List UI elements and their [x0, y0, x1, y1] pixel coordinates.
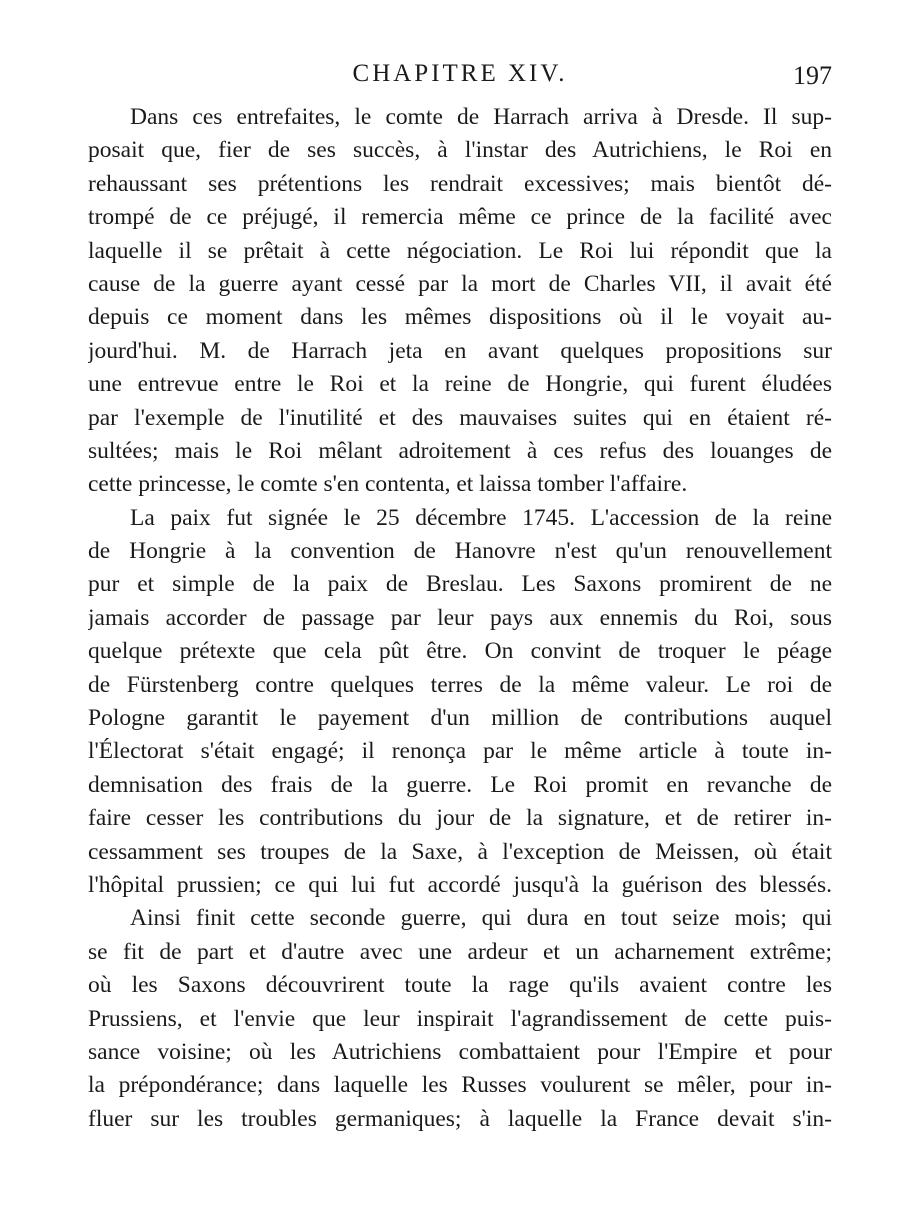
- chapter-title: CHAPITRE XIV.: [352, 60, 568, 87]
- text-line: cessamment ses troupes de la Saxe, à l'exception de Meissen, où était: [88, 838, 832, 865]
- text-line: de Hongrie à la convention de Hanovre n'est qu'un renouvellement: [88, 538, 832, 565]
- text-line: une entrevue entre le Roi et la reine de Hongrie, qui furent éludées: [88, 371, 832, 398]
- text-line: pur et simple de la paix de Breslau. Les Saxons promirent de ne: [88, 571, 832, 598]
- text-line: depuis ce moment dans les mêmes dispositions où il le voyait au-: [88, 304, 832, 331]
- text-line: se fit de part et d'autre avec une ardeur et un acharnement extrême;: [88, 938, 832, 965]
- text-line: cette princesse, le comte s'en contenta, et laissa tomber l'affaire.: [88, 471, 688, 498]
- text-line: fluer sur les troubles germaniques; à laquelle la France devait s'in-: [88, 1105, 832, 1132]
- paragraph-2: [88, 502, 832, 903]
- text-line: faire cesser les contributions du jour de la signature, et de retirer in-: [88, 805, 832, 832]
- text-line: cause de la guerre ayant cessé par la mort de Charles VII, il avait été: [88, 270, 832, 297]
- text-line: quelque prétexte que cela pût être. On convint de troquer le péage: [88, 638, 832, 665]
- text-line: sance voisine; où les Autrichiens combattaient pour l'Empire et pour: [88, 1038, 832, 1065]
- text-line: l'hôpital prussien; ce qui lui fut accordé jusqu'à la guérison des blessés.: [88, 871, 832, 898]
- text-line: trompé de ce préjugé, il remercia même ce prince de la facilité avec: [88, 204, 832, 231]
- text-line: sultées; mais le Roi mêlant adroitement à ces refus des louanges de: [88, 437, 832, 464]
- running-head: [88, 58, 832, 90]
- text-line: demnisation des frais de la guerre. Le Roi promit en revanche de: [88, 771, 832, 798]
- text-line: jourd'hui. M. de Harrach jeta en avant quelques propositions sur: [88, 337, 832, 364]
- text-line: la prépondérance; dans laquelle les Russes voulurent se mêler, pour in-: [88, 1072, 832, 1099]
- text-line: La paix fut signée le 25 décembre 1745. L'accession de la reine: [130, 504, 832, 531]
- text-line: laquelle il se prêtait à cette négociation. Le Roi lui répondit que la: [88, 237, 832, 264]
- page-number: 197: [793, 61, 832, 90]
- body-text: [88, 101, 832, 1136]
- text-line: rehaussant ses prétentions les rendrait excessives; mais bientôt dé-: [88, 170, 832, 197]
- paragraph-3: [88, 902, 832, 1136]
- text-line: Prussiens, et l'envie que leur inspirait l'agrandissement de cette puis-: [88, 1005, 832, 1032]
- text-line: jamais accorder de passage par leur pays aux ennemis du Roi, sous: [88, 604, 832, 631]
- text-line: Dans ces entrefaites, le comte de Harrach arriva à Dresde. Il sup-: [130, 104, 832, 130]
- text-line: posait que, fier de ses succès, à l'instar des Autrichiens, le Roi en: [88, 137, 832, 164]
- text-line: Ainsi finit cette seconde guerre, qui dura en tout seize mois; qui: [130, 905, 832, 932]
- text-line: de Fürstenberg contre quelques terres de la même valeur. Le roi de: [88, 671, 832, 698]
- paragraph-1: [88, 101, 832, 502]
- text-line: par l'exemple de l'inutilité et des mauvaises suites qui en étaient ré-: [88, 404, 832, 431]
- text-line: l'Électorat s'était engagé; il renonça par le même article à toute in-: [88, 738, 832, 765]
- text-line: où les Saxons découvrirent toute la rage qu'ils avaient contre les: [88, 972, 832, 999]
- text-line: Pologne garantit le payement d'un million de contributions auquel: [88, 705, 832, 732]
